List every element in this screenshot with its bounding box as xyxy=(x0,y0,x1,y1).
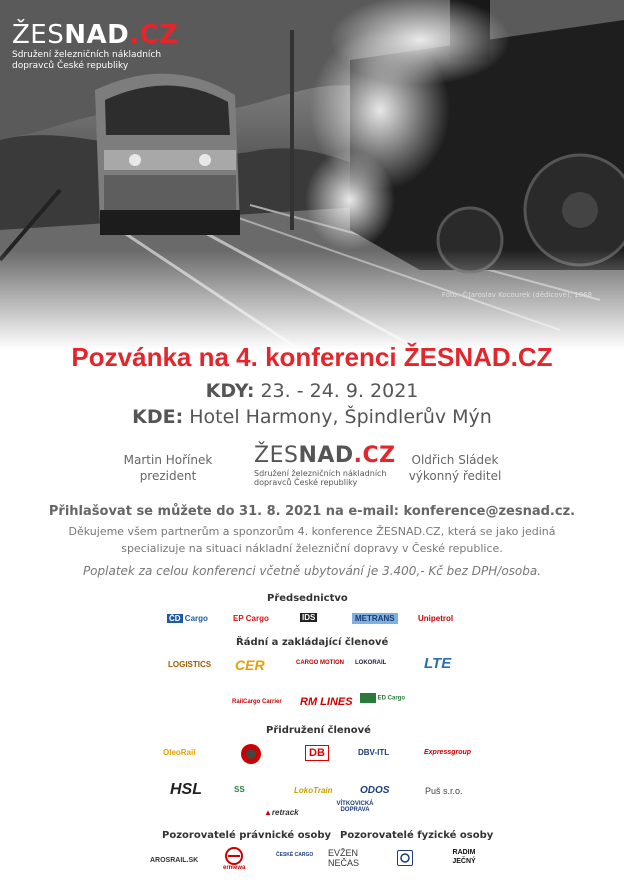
section-full-members: Řádní a zakládající členové xyxy=(236,637,389,648)
metrans-label: METRANS xyxy=(355,614,395,623)
logo-center-subtitle xyxy=(254,469,396,487)
fee-text: Poplatek za celou konferenci včetně ubytování je 3.400,- Kč bez DPH/osoba. xyxy=(82,564,542,578)
ermewa-label: ermewa xyxy=(223,865,246,871)
hsl-label: HSL xyxy=(170,781,202,798)
sponsor-ep-cargo[interactable] xyxy=(233,614,269,623)
zesnad-logo-top[interactable] xyxy=(12,22,179,72)
retrack-label: retrack xyxy=(271,808,299,817)
railcargo-label: RailCargo Carrier xyxy=(232,699,282,705)
logo-subtitle-line1: Sdružení železničních nákladních xyxy=(12,50,162,60)
photo-credit: Foto: ©Jaroslav Kocourek (dědicové), 1968 xyxy=(441,291,592,299)
sponsor-rmlines[interactable] xyxy=(300,696,353,708)
logo-center-zes: ŽES xyxy=(254,443,299,468)
person-president xyxy=(98,452,238,484)
odos-label: ODOS xyxy=(360,785,390,796)
mp-logo-icon xyxy=(240,743,262,765)
lokorail-label: LOKORAIL xyxy=(355,660,387,666)
lte-label: LTE xyxy=(424,655,452,672)
ss-label: SS xyxy=(234,785,245,794)
date-label: KDY: xyxy=(205,380,255,402)
sponsor-odos[interactable] xyxy=(360,785,389,796)
sponsor-db[interactable] xyxy=(305,745,329,761)
logo-cz: .CZ xyxy=(129,20,179,50)
observer-evzen-necas xyxy=(328,848,362,868)
sponsor-cd-cargo[interactable]: ČD Cargo xyxy=(169,614,208,623)
header-photo xyxy=(0,0,624,350)
zesnad-logo-center xyxy=(254,445,396,487)
sponsor-cer[interactable] xyxy=(235,657,265,673)
retrack-icon: ▲ xyxy=(264,808,272,817)
sponsor-hsl[interactable] xyxy=(170,781,202,799)
db-label: DB xyxy=(309,747,325,759)
person-executive-director xyxy=(385,452,525,484)
ed-cargo-icon xyxy=(360,693,376,703)
event-date xyxy=(0,380,624,402)
ep-cargo-label: EP Cargo xyxy=(233,614,269,623)
venue-label: KDE: xyxy=(132,406,184,428)
logo-center-subtitle-line1: Sdružení železničních nákladních xyxy=(254,469,387,478)
sponsor-cargo-motion[interactable] xyxy=(296,660,344,666)
ed-cargo-label: ED Cargo xyxy=(377,695,406,702)
ceske-cargo-label: ČESKÉ CARGO xyxy=(276,852,314,858)
director-name: Oldřich Sládek xyxy=(411,453,499,467)
logo-center-cz: .CZ xyxy=(353,443,396,468)
section-presidium: Předsednictvo xyxy=(267,593,348,604)
radim-label: RADIM JEČNÝ xyxy=(452,849,476,865)
director-role: výkonný ředitel xyxy=(408,469,502,483)
logo-nad: NAD xyxy=(64,20,130,50)
sponsor-ceske-cargo[interactable] xyxy=(276,852,313,858)
venue-value: Hotel Harmony, Špindlerův Mýn xyxy=(183,406,492,428)
cer-label: CER xyxy=(235,657,265,673)
invitation-title: Pozvánka na 4. konferenci ŽESNAD.CZ xyxy=(71,342,553,372)
sponsor-mp[interactable] xyxy=(240,743,262,765)
sponsor-arosrail[interactable] xyxy=(150,857,198,864)
sponsor-dbvitl[interactable] xyxy=(358,748,389,757)
thanks-text xyxy=(0,523,624,557)
thanks-line1: Děkujeme všem partnerům a sponzorům 4. konference ŽESNAD.CZ, která se jako jediná xyxy=(68,525,556,538)
observer-logo-icon xyxy=(397,850,413,866)
event-venue xyxy=(0,406,624,428)
president-role: prezident xyxy=(139,469,197,483)
thanks-line2: specializuje na situaci nákladní železniční dopravy v České republice. xyxy=(121,542,503,555)
ermewa-logo-icon xyxy=(225,847,243,865)
signup-text[interactable]: Přihlašovat se můžete do 31. 8. 2021 na e-mail: konference@zesnad.cz. xyxy=(48,504,576,519)
cargo-motion-label: CARGO MOTION xyxy=(296,660,344,666)
sponsor-metrans[interactable] xyxy=(352,613,398,624)
vitkovicka-label: VÍTKOVICKÁ DOPRAVA xyxy=(336,801,374,813)
sponsor-lte[interactable] xyxy=(424,655,451,672)
sponsor-ids[interactable] xyxy=(300,613,317,622)
logo-zes: ŽES xyxy=(12,20,65,50)
observer-radim-jecny xyxy=(450,848,478,866)
rmlines-label: RM LINES xyxy=(300,696,353,708)
logo-subtitle-line2: dopravců České republiky xyxy=(12,61,129,71)
lokotrain-label: LokoTrain xyxy=(294,786,333,795)
evzen-label: EVŽEN NEČAS xyxy=(328,848,360,868)
logo-center-subtitle-line2: dopravců České republiky xyxy=(254,478,358,487)
unipetrol-label: Unipetrol xyxy=(418,614,454,623)
date-value: 23. - 24. 9. 2021 xyxy=(254,380,419,402)
sponsor-vitkovicka[interactable] xyxy=(335,801,375,813)
sponsor-logistics[interactable] xyxy=(168,660,211,669)
sponsor-ed-cargo[interactable] xyxy=(360,693,405,703)
section-observers-legal: Pozorovatelé právnické osoby xyxy=(162,830,332,841)
dbvitl-label: DBV-ITL xyxy=(358,748,390,757)
zesnad-wordmark xyxy=(12,22,179,48)
section-associated: Přidružení členové xyxy=(266,725,371,736)
sponsor-express[interactable] xyxy=(424,749,471,756)
express-label: Expressgroup xyxy=(424,749,472,756)
section-observers-natural: Pozorovatelé fyzické osoby xyxy=(340,830,494,841)
ids-label: IDS xyxy=(302,613,316,622)
sponsor-lokotrain[interactable] xyxy=(294,786,333,795)
logo-center-nad: NAD xyxy=(298,443,354,468)
arosrail-label: AROSRAIL.SK xyxy=(150,857,199,864)
president-name: Martin Hořínek xyxy=(123,453,213,467)
oleorail-label: OleoRail xyxy=(163,748,196,757)
cd-cargo-label: Cargo xyxy=(184,614,208,623)
logo-subtitle xyxy=(12,50,179,72)
observer-emblem-icon xyxy=(398,851,412,865)
zesnad-wordmark-center xyxy=(254,445,396,467)
sponsor-oleorail[interactable] xyxy=(163,748,195,757)
sponsor-ss[interactable] xyxy=(234,785,245,794)
sponsor-retrack[interactable] xyxy=(264,808,299,817)
sponsor-ermewa[interactable] xyxy=(223,847,245,871)
sponsor-lokorail[interactable] xyxy=(355,660,386,666)
sponsor-pus[interactable] xyxy=(425,786,463,796)
pus-label: Puš s.r.o. xyxy=(425,786,463,796)
sponsor-unipetrol[interactable] xyxy=(418,614,453,623)
logistics-label: LOGISTICS xyxy=(168,660,212,669)
sponsor-railcargo[interactable] xyxy=(232,699,282,705)
